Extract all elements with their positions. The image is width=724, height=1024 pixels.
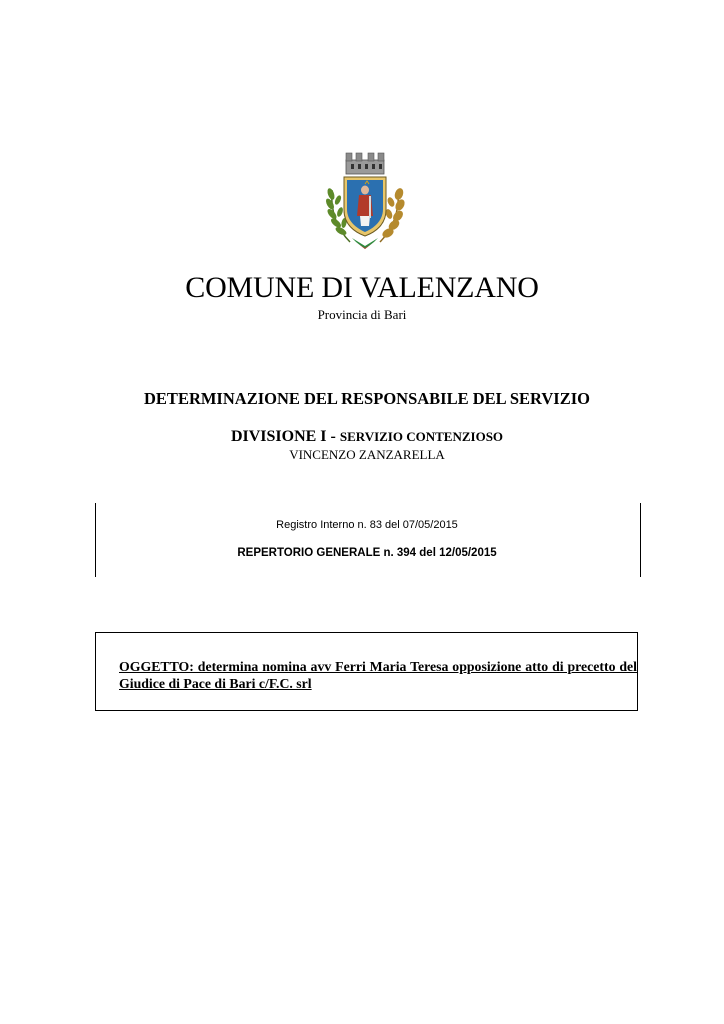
subject-text: OGGETTO: determina nomina avv Ferri Maria Teresa opposizione atto di precetto del Giudice di Pace di Bari c/F.C. srl	[119, 659, 637, 691]
division-service: SERVIZIO CONTENZIOSO	[339, 429, 504, 444]
ribbon-icon	[352, 238, 378, 249]
general-repertory-line: REPERTORIO GENERALE n. 394 del 12/05/2015	[237, 547, 497, 559]
internal-register-line: Registro Interno n. 83 del 07/05/2015	[276, 519, 458, 531]
municipal-coat-of-arms	[322, 150, 408, 250]
registry-box	[95, 503, 641, 577]
province-label: Provincia di Bari	[317, 307, 407, 322]
determination-heading: DETERMINAZIONE DEL RESPONSABILE DEL SERVIZIO	[144, 389, 590, 408]
municipality-title: COMUNE DI VALENZANO	[185, 271, 539, 304]
crown-icon	[346, 153, 384, 174]
division-label: DIVISIONE I -	[230, 428, 336, 445]
shield-icon	[344, 177, 386, 236]
manager-name: VINCENZO ZANZARELLA	[289, 447, 445, 462]
division-line	[0, 428, 724, 446]
